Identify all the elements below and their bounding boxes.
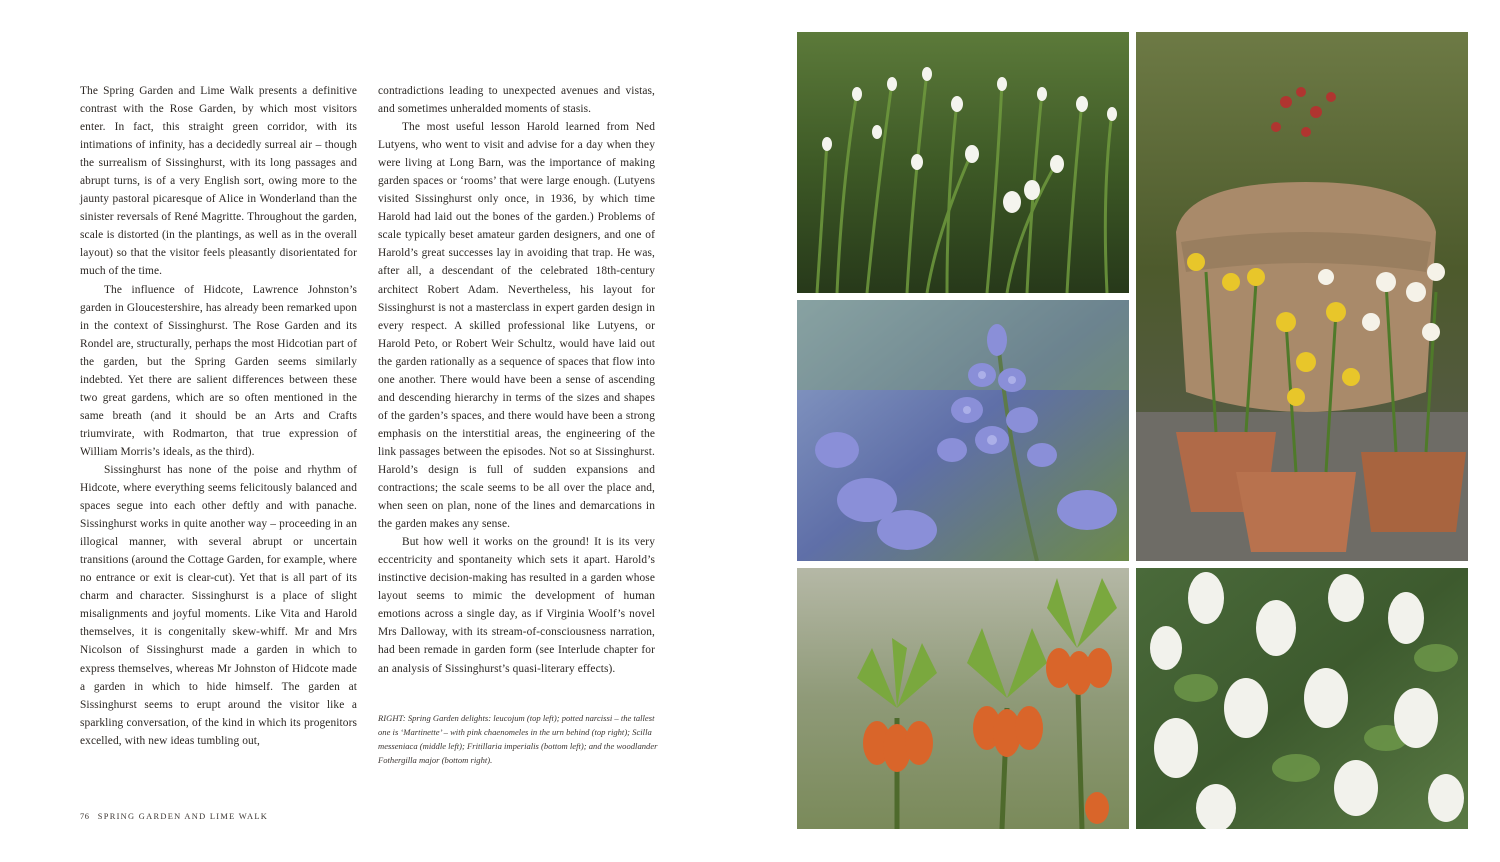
potted-daffodils-icon <box>1136 32 1468 561</box>
page-folio <box>80 812 268 821</box>
paragraph: contradictions leading to unexpected avenues and vistas, and sometimes unheralded moments of stasis. <box>378 85 655 116</box>
blue-scilla-icon <box>797 300 1129 561</box>
scilla-photo <box>797 300 1129 561</box>
photo-caption: RIGHT: Spring Garden delights: leucojum (top left); potted narcissi – the tallest one is ‘Martinette’ – with pink chaenomeles in the urn behind (top right); Scilla messeniaca (middle left); Fritillaria imperialis (bottom left); and the woodlander Fothergilla major (bottom right). <box>378 713 658 765</box>
snowflake-flowers-icon <box>797 32 1129 293</box>
fritillaria-photo <box>797 568 1129 829</box>
leucojum-photo <box>797 32 1129 293</box>
running-head: SPRING GARDEN AND LIME WALK <box>97 812 269 821</box>
orange-fritillaria-icon <box>797 568 1129 829</box>
text-column-right <box>378 82 655 678</box>
narcissi-photo <box>1136 32 1468 561</box>
paragraph: Sissinghurst has none of the poise and rhythm of Hidcote, where everything seems felicitously balanced and spaces segue into each other deftly and with panache. Sissinghurst works in quite another way – proceeding in an illogical manner, with several abrupt or uncertain transitions (around the Cottage Garden, for example, where no entrance or exit is clear-cut). Yet that is all part of its charm and character. Sissinghurst is a place of slight misalignments and joyful moments. Like Vita and Harold themselves, it is congenitally skew-whiff. Mr and Mrs Nicolson of Sissinghurst made a garden in which to express themselves, whereas Mr Johnston of Hidcote made a garden in which to hide himself. The garden at Sissinghurst seems to erupt around the visitor like a sparkling conversation, of the kind in which its progenitors excelled, with new ideas tumbling out, <box>80 463 357 747</box>
white-fothergilla-icon <box>1136 568 1468 829</box>
page-number: 76 <box>80 812 90 821</box>
paragraph: The influence of Hidcote, Lawrence Johnston’s garden in Gloucestershire, has already been remarked upon in the context of Sissinghurst. The Rose Garden and its Rondel are, structurally, perhaps the most Hidcotian part of the garden, but the Spring Garden seems similarly indebted. Yet there are salient differences between these two great gardens, which are so often mentioned in the same breath (and it should be an Arts and Crafts triumvirate, with Rodmarton, that true expression of William Morris’s ideals, as the third). <box>80 283 357 458</box>
text-column-left <box>80 82 357 750</box>
paragraph: But how well it works on the ground! It is its very eccentricity and spontaneity which sets it apart. Harold’s instinctive decision-making has resulted in a garden whose layout seems to mimic the development of human emotions across a single day, as if Virginia Woolf’s novel Mrs Dalloway, with its stream-of-consciousness narration, had been remade in garden form (see Interlude chapter for an analysis of Sissinghurst’s quasi-literary effects). <box>378 536 655 675</box>
fothergilla-photo <box>1136 568 1468 829</box>
paragraph: The Spring Garden and Lime Walk presents a definitive contrast with the Rose Garden, by which most visitors enter. In fact, this straight green corridor, with its intimations of infinity, has a decidedly surreal air – though the surrealism of Sissinghurst, with its long passages and abrupt turns, is of a very English sort, owing more to the jaunty pastoral picaresque of Alice in Wonderland than the sinister reversals of René Magritte. Throughout the garden, scale is distorted (in the plantings, as well as in the overall layout) so that the visitor feels pleasantly disorientated for much of the time. <box>80 85 357 278</box>
paragraph: The most useful lesson Harold learned from Ned Lutyens, who went to visit and advise for a day when they were living at Long Barn, was the importance of making garden spaces or ‘rooms’ that were large enough. (Lutyens visited Sissinghurst only once, in 1936, by which time Harold had laid out the bones of the garden.) Problems of scale typically beset amateur garden designers, and one of Harold’s great successes lay in avoiding that trap. He was, after all, a descendant of the celebrated 18th-century architect Robert Adam. Nevertheless, his layout for Sissinghurst is not a masterclass in expert garden design in every respect. A skilled professional like Lutyens, or Harold Peto, or Robert Weir Schultz, would have laid out the garden rationally as a sequence of spaces that flow into one another. There would have been a sense of ascending and descending hierarchy in terms of the sizes and shapes of the garden’s spaces, and there would have been a strong emphasis on the interstitial areas, the engineering of the link passages between the episodes. Not so at Sissinghurst. Harold’s design is full of sudden expansions and contractions; the scale seems to be all over the place and, when seen on plan, none of the lines and demarcations in the garden makes any sense. <box>378 121 655 531</box>
